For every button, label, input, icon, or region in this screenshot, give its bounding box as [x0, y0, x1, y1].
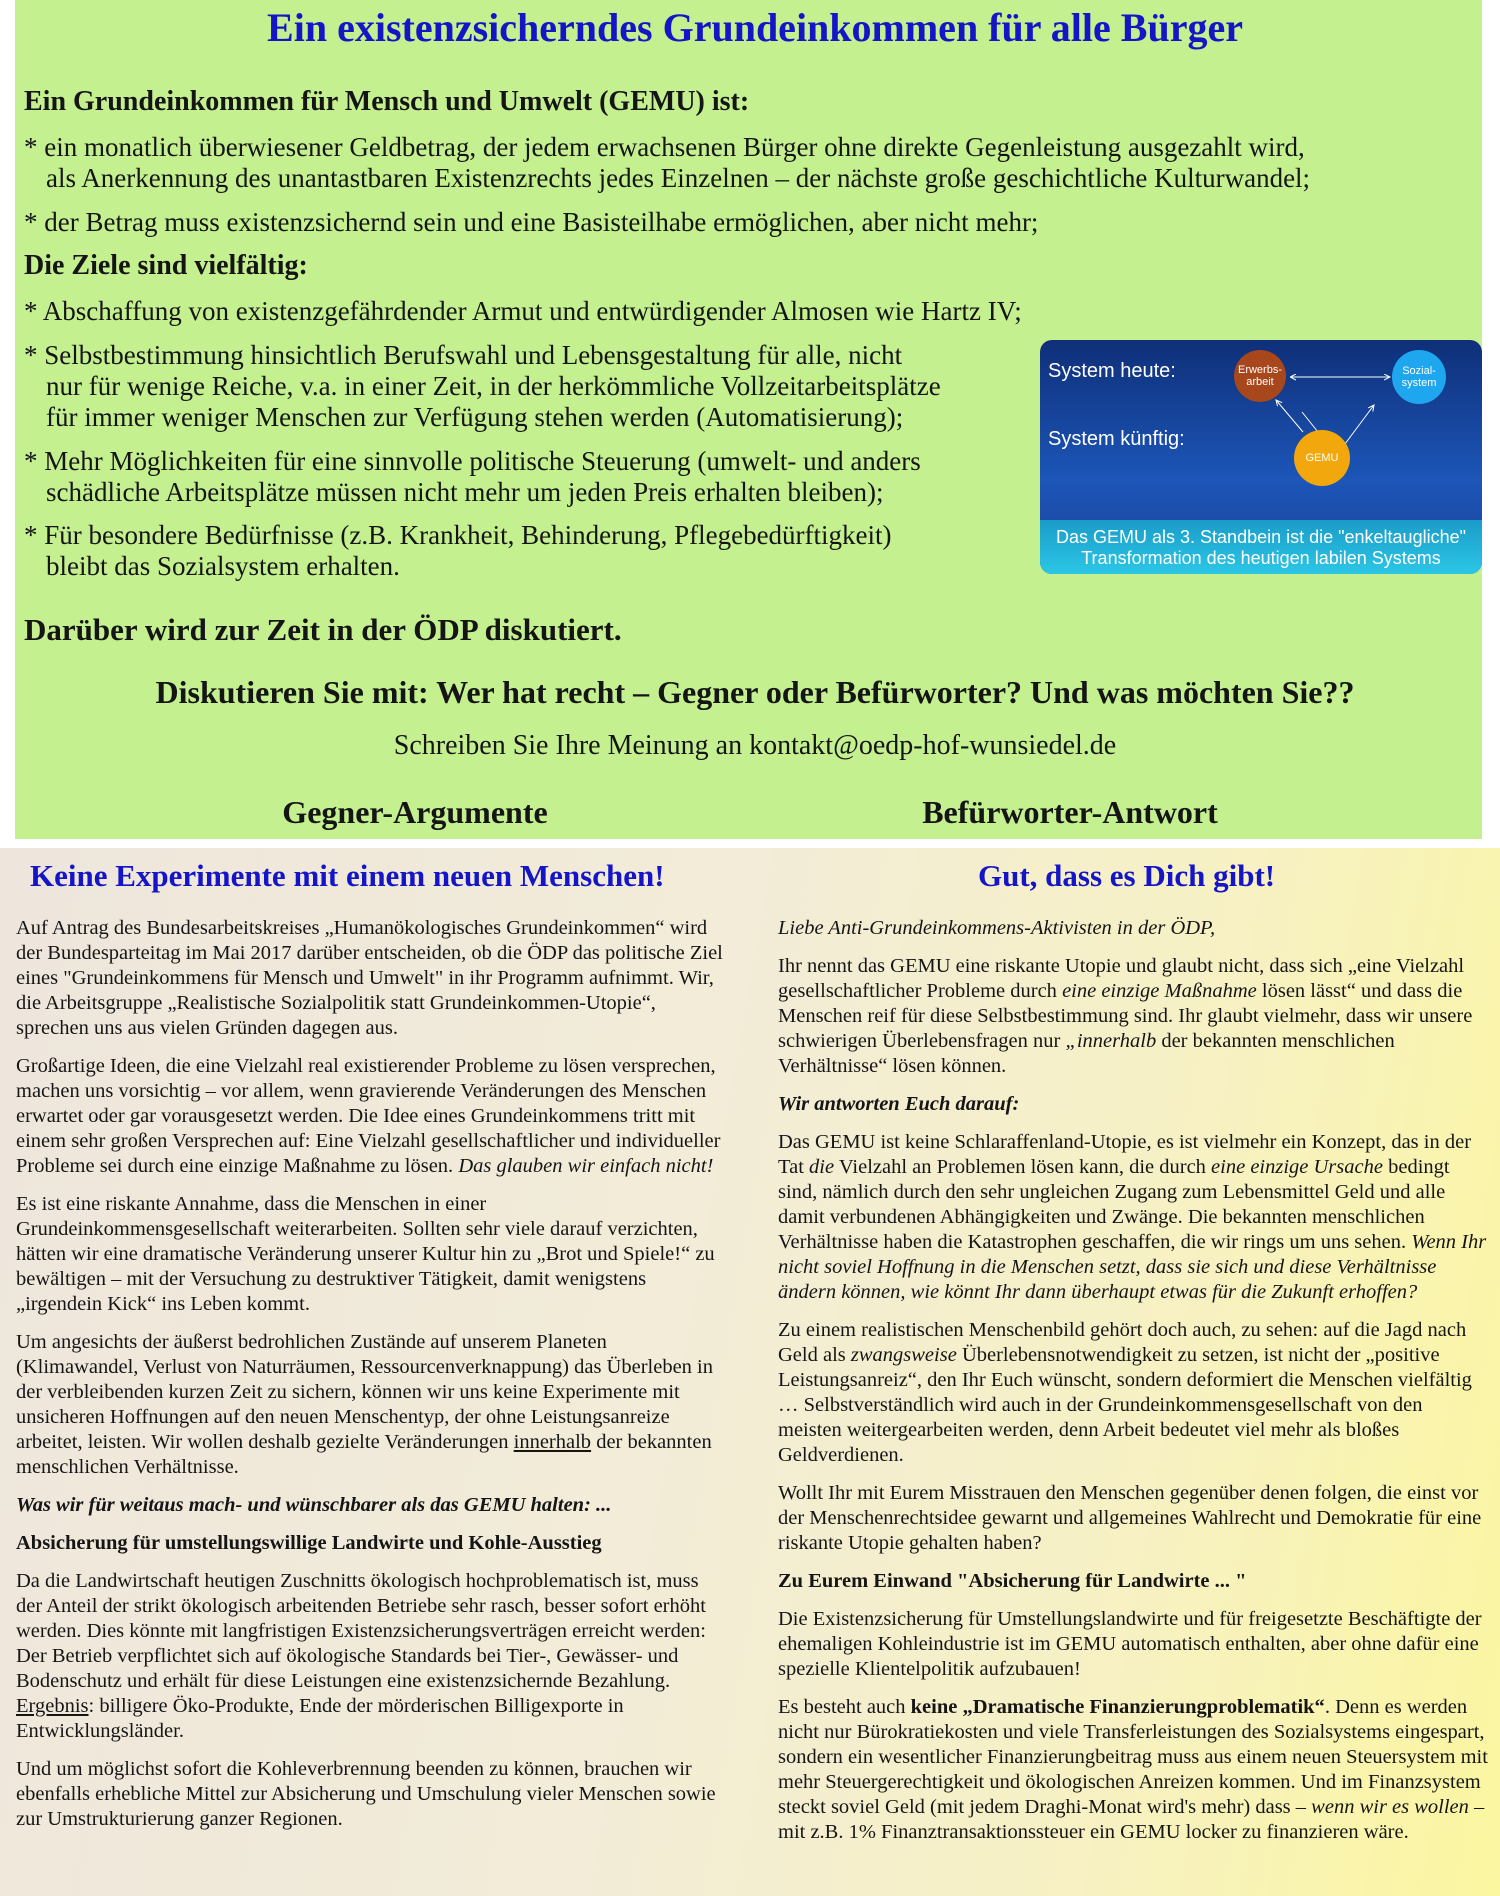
right-paragraph: Die Existenzsicherung für Umstellungslandwirte und für freigesetzte Beschäftigte der ehemaligen Kohleindustrie ist im GEMU automatisch enthalten, aber ohne dafür eine spezielle Klientelpolitik aufzubauen! [778, 1608, 1482, 1680]
diagram-label-today: System heute: [1048, 360, 1176, 382]
goal-3 [24, 446, 1034, 508]
left-paragraph: Es ist eine riskante Annahme, dass die Menschen in einer Grundeinkommensgesellschaft weiterarbeiten. Sollten sehr viele darauf verzichten, hätten wir eine dramatische Veränderung unserer Kultur hin zu „Brot und Spiele!“ zu bewältigen – mit der Versuchung zu destruktiver Tätigkeit, damit wenigstens „irgendein Kick“ ins Leben kommt. [16, 1193, 715, 1315]
bullet-line: als Anerkennung des unantastbaren Existenzrechts jedes Einzelnen – der nächste große geschichtliche Kulturwandel; [46, 163, 1311, 193]
text: Es besteht auch [778, 1696, 906, 1718]
goal-line: für immer weniger Menschen zur Verfügung stehen werden (Automatisierung); [46, 402, 904, 432]
text: der bekannten menschlichen Verhältnisse. [16, 1431, 712, 1478]
goal-line: bleibt das Sozialsystem erhalten. [46, 551, 400, 581]
caption-line: Das GEMU als 3. Standbein ist die "enkeltaugliche" [1056, 527, 1466, 547]
text-italic: eine einzige Maßnahme [1062, 980, 1257, 1002]
text: Das GEMU ist keine Schlaraffenland-Utopie, es ist vielmehr ein Konzept, das in der Tat [778, 1131, 1472, 1178]
text: Überlebensnotwendigkeit zu setzen, ist nicht der „positive Leistungsanreiz“, den Ihr Euch wünscht, sondern deformiert die Menschen vielfältig … Selbstverständlich wird auch in der Grundeinkommensgesellschaft von den meisten weitergearbeiten werden, denn Arbeit bedeutet viel mehr als bloßes Geldverdienen. [778, 1344, 1472, 1466]
text: lösen lässt“ und dass die Menschen reif für diese Selbstbestimmung sind. Ihr glaubt vielmehr, dass wir unsere schwierigen Überlebensfragen nur [778, 980, 1473, 1052]
text: Da die Landwirtschaft heutigen Zuschnitts ökologisch hochproblematisch ist, muss der Anteil der strikt ökologisch arbeitenden Betriebe sehr rasch, besser sofort erhöht werden. Dies könnte mit langfristigen Existenzsicherungsverträgen erreicht werden: Der Betrieb verpflichtet sich auf ökologische Standards bei Tier-, Gewässer- und Bodenschutz und erhält für diese Leistungen eine existenzsichernde Bezahlung. [16, 1570, 706, 1692]
text-italic: zwangsweise [850, 1344, 957, 1366]
right-paragraph: Wir antworten Euch darauf: [778, 1093, 1020, 1115]
text: Vielzahl an Problemen lösen kann, die durch [838, 1156, 1206, 1178]
text-underline: innerhalb [513, 1431, 592, 1453]
node-label: GEMU [1305, 452, 1339, 464]
right-subheading: Zu Eurem Einwand "Absicherung für Landwirte ... " [778, 1570, 1247, 1592]
goal-line: * Mehr Möglichkeiten für eine sinnvolle politische Steuerung (umwelt- und anders [24, 446, 921, 476]
goal-1: * Abschaffung von existenzgefährdender Armut und entwürdigender Almosen wie Hartz IV; [24, 296, 1022, 326]
node-label: Sozial- [1402, 365, 1436, 377]
node-label: arbeit [1246, 376, 1274, 388]
contact-line: Schreiben Sie Ihre Meinung an kontakt@oedp-hof-wunsiedel.de [393, 730, 1117, 761]
text: . Denn es werden nicht nur Bürokratiekosten und viele Transferleistungen des Sozialsystems eingespart, sondern ein wesentlicher Finanzierungbeitrag muss aus einem neuen Steuersystem mit mehr Steuergerechtigkeit und ökologischen Anreizen kommen. Und im Finanzsystem steckt soviel Geld (mit jedem Draghi-Monat wird's mehr) dass – [778, 1696, 1488, 1818]
page-title: Ein existenzsicherndes Grundeinkommen für alle Bürger [267, 5, 1243, 50]
text: bedingt sind, nämlich durch den sehr ungleichen Zugang zum Lebensmittel Geld und alle damit verbundenen Abhängigkeiten und Zwänge. Die bekannten menschlichen Verhältnisse haben die Katastrophen geschaffen, die wir rings um uns sehen. [778, 1156, 1450, 1253]
right-paragraph [778, 1695, 1490, 1845]
text-bold: keine „Dramatische Finanzierungproblematik“ [910, 1696, 1325, 1718]
bullet-line: * ein monatlich überwiesener Geldbetrag, der jedem erwachsenen Bürger ohne direkte Gegenleistung ausgezahlt wird, [24, 132, 1305, 162]
left-paragraph: Auf Antrag des Bundesarbeitskreises „Humanökologisches Grundeinkommen“ wird der Bundesparteitag im Mai 2017 darüber entscheiden, ob die ÖDP das politische Ziel eines "Grundeinkommens für Mensch und Umwelt" in ihr Programm aufnimmt. Wir, die Arbeitsgruppe „Realistische Sozialpolitik statt Grundeinkommen-Utopie“, sprechen uns aus vielen Gründen dagegen aus. [16, 917, 723, 1039]
text-italic: „innerhalb [1065, 1030, 1157, 1052]
discussion-note: Darüber wird zur Zeit in der ÖDP diskutiert. [24, 612, 622, 647]
right-paragraph: Liebe Anti-Grundeinkommens-Aktivisten in der ÖDP, [778, 917, 1216, 939]
goals-heading: Die Ziele sind vielfältig: [24, 250, 308, 281]
node-label: system [1401, 377, 1437, 389]
left-heading: Keine Experimente mit einem neuen Menschen! [30, 858, 665, 893]
node-sozialsystem [1392, 350, 1446, 404]
text: – mit z.B. 1% Finanztransaktionssteuer ein GEMU locker zu finanzieren wäre. [778, 1796, 1485, 1843]
debate-section [0, 848, 1500, 1896]
diagram-caption [1040, 520, 1482, 574]
text: Ihr nennt das GEMU eine riskante Utopie und glaubt nicht, dass sich „eine Vielzahl gesellschaftlicher Probleme durch [778, 955, 1465, 1002]
text-italic: eine einzige Ursache [1211, 1156, 1383, 1178]
goal-line: * Selbstbestimmung hinsichtlich Berufswahl und Lebensgestaltung für alle, nicht [24, 340, 903, 370]
column-header-befuerworter: Befürworter-Antwort [922, 794, 1218, 830]
text-italic: die [809, 1156, 835, 1178]
column-header-gegner: Gegner-Argumente [282, 794, 548, 830]
intro-heading: Ein Grundeinkommen für Mensch und Umwelt (GEMU) ist: [24, 86, 750, 117]
discussion-call: Diskutieren Sie mit: Wer hat recht – Gegner oder Befürworter? Und was möchten Sie?? [155, 674, 1355, 710]
left-paragraph [16, 1569, 728, 1744]
goal-line: schädliche Arbeitsplätze müssen nicht mehr um jeden Preis erhalten bleiben); [46, 477, 884, 507]
text: Großartige Ideen, die eine Vielzahl real existierender Probleme zu lösen versprechen, machen uns vorsichtig – vor allem, wenn gravierende Veränderungen des Menschen erwartet oder gar vorausgesetzt werden. Die Idee eines Grundeinkommens tritt mit einem sehr großen Versprechen auf: Eine Vielzahl gesellschaftlicher und individueller Probleme sei durch eine einzige Maßnahme zu lösen. [16, 1055, 721, 1177]
bullet-amount: * der Betrag muss existenzsichernd sein und eine Basisteilhabe ermöglichen, aber nicht mehr; [24, 207, 1039, 237]
diagram-label-future: System künftig: [1048, 428, 1185, 450]
left-paragraph: Was wir für weitaus mach- und wünschbarer als das GEMU halten: ... [16, 1494, 612, 1516]
right-paragraph [778, 1130, 1490, 1305]
text: : billigere Öko-Produkte, Ende der mörderischen Billigexporte in Entwicklungsländer. [16, 1695, 624, 1742]
text-italic: Wenn Ihr nicht soviel Hoffnung in die Menschen setzt, dass sie sich und diese Verhältnisse ändern können, wie könnt Ihr dann überhaupt etwas für die Zukunft erhoffen? [778, 1231, 1487, 1303]
text-italic: wenn wir es wollen [1311, 1796, 1469, 1818]
right-column [778, 916, 1490, 1858]
text: der bekannten menschlichen Verhältnisse“ lösen können. [778, 1030, 1395, 1077]
node-label: Erwerbs- [1237, 364, 1282, 376]
caption-line: Transformation des heutigen labilen Systems [1081, 548, 1441, 568]
bullet-definition [24, 132, 1484, 194]
right-heading: Gut, dass es Dich gibt! [978, 858, 1276, 893]
left-paragraph [16, 1054, 728, 1179]
left-column [16, 916, 728, 1845]
left-paragraph [16, 1330, 728, 1480]
text-underline: Ergebnis [16, 1695, 89, 1717]
node-erwerbsarbeit [1234, 350, 1286, 402]
node-gemu [1294, 430, 1350, 486]
text-italic: Das glauben wir einfach nicht! [458, 1155, 714, 1177]
system-diagram [1040, 340, 1482, 574]
goal-line: nur für wenige Reiche, v.a. in einer Zeit, in der herkömmliche Vollzeitarbeitsplätze [46, 371, 941, 401]
left-subheading: Absicherung für umstellungswillige Landwirte und Kohle-Ausstieg [16, 1532, 602, 1554]
right-paragraph: Wollt Ihr mit Eurem Misstrauen den Menschen gegenüber denen folgen, die einst vor der Menschenrechtsidee gewarnt und allgemeines Wahlrecht und Demokratie für eine riskante Utopie gehalten haben? [778, 1482, 1482, 1554]
right-paragraph [778, 954, 1490, 1079]
text: Um angesichts der äußerst bedrohlichen Zustände auf unserem Planeten (Klimawandel, Verlust von Naturräumen, Ressourcenverknappung) das Überleben in der verbleibenden kurzen Zeit zu sichern, können wir uns keine Experimente mit unsicheren Hoffnungen auf den neuen Menschentyp, der ohne Leistungsanreize arbeitet, leisten. Wir wollen deshalb gezielte Veränderungen [16, 1331, 713, 1453]
text: Zu einem realistischen Menschenbild gehört doch auch, zu sehen: auf die Jagd nach Geld als [778, 1319, 1467, 1366]
goal-line: * Für besondere Bedürfnisse (z.B. Krankheit, Behinderung, Pflegebedürftigkeit) [24, 520, 892, 550]
right-paragraph [778, 1318, 1490, 1468]
goal-4 [24, 520, 1034, 582]
goal-2 [24, 340, 1034, 433]
left-paragraph: Und um möglichst sofort die Kohleverbrennung beenden zu können, brauchen wir ebenfalls erhebliche Mittel zur Absicherung und Umschulung vieler Menschen sowie zur Umstrukturierung ganzer Regionen. [16, 1758, 716, 1830]
